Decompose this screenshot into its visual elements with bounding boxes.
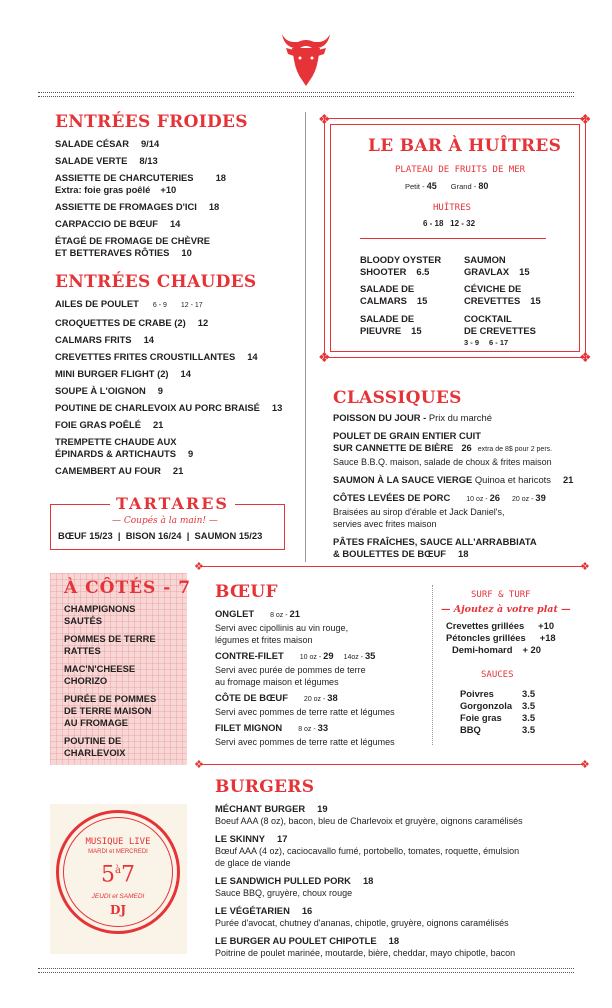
entrees-froides-list [55, 138, 300, 259]
section-rule-1 [200, 566, 585, 567]
corner-ornament-bl: ❖ [318, 349, 331, 365]
bar-huitres: HUÎTRES [433, 203, 471, 213]
list-item: DE TERRE MAISON [64, 705, 152, 716]
list-item: CHARLEVOIX [64, 747, 126, 758]
bar-item-line: DE CREVETTES [464, 325, 536, 336]
section-rule-2 [200, 764, 585, 765]
list-item: POMMES DE TERRE [64, 633, 156, 644]
list-item: SALADE VERTE 8/13 [55, 155, 158, 166]
list-item: SAUTÉS [64, 615, 103, 626]
list-item: SOUPE À L'OIGNON 9 [55, 385, 163, 396]
stamp-dj: DJ [109, 903, 127, 917]
classiques-list [333, 412, 583, 560]
list-item-desc: Servi avec pommes de terre ratte et légumes [215, 707, 395, 717]
list-item: AU FROMAGE [64, 717, 129, 728]
tartares-line: BŒUF 15/23 | BISON 16/24 | SAUMON 15/23 [58, 530, 263, 541]
rule-ornament-right: ❖ [580, 561, 590, 573]
list-item-desc: Purée d'avocat, chutney d'ananas, chipotle, gruyère, oignons caramélisés [215, 918, 509, 928]
list-item-desc: de glace de viande [215, 858, 291, 868]
list-item: CREVETTES FRITES CROUSTILLANTES 14 [55, 351, 258, 362]
bar-huitres-prices: 6 - 18 12 - 32 [423, 219, 476, 228]
list-item-desc: Bœuf AAA (4 oz), caciocavallo fumé, portobello, tomates, roquette, émulsion [215, 846, 520, 856]
list-item-desc: Braisées au sirop d'érable et Jack Daniel's, [333, 507, 505, 517]
bar-item-3 [360, 283, 460, 307]
list-item: ASSIETTE DE CHARCUTERIES 18 [55, 172, 226, 183]
list-item: CÔTES LEVÉES DE PORC 10 oz - 26 20 oz - 39 [333, 492, 546, 503]
list-item: LE VÉGÉTARIEN 16 [215, 905, 313, 916]
bar-item-line: CALMARS 15 [360, 295, 428, 306]
stamp-time: $5^à7$ [101, 862, 135, 888]
list-item: ASSIETTE DE FROMAGES D'ICI 18 [55, 201, 220, 212]
bottom-divider-2 [38, 972, 574, 973]
surf-subtitle: — Ajoutez à votre plat — [441, 604, 571, 615]
column-divider [305, 112, 306, 562]
bar-item-line: 3 - 9 6 - 17 [464, 338, 509, 347]
list-item: CARPACCIO DE BŒUF 14 [55, 218, 181, 229]
list-item-desc: Servi avec cipollinis au vin rouge, [215, 623, 349, 633]
list-item: CHORIZO [64, 675, 108, 686]
list-item: SUR CANNETTE DE BIÈRE 26 extra de 8$ pour 2 pers. [333, 442, 553, 453]
list-item-desc: Sauce B.B.Q. maison, salade de choux & frites maison [333, 457, 552, 467]
list-item: CALMARS FRITS 14 [55, 334, 154, 345]
bar-item-line: SALADE DE [360, 313, 415, 324]
entrees-chaudes-list [55, 298, 305, 477]
list-item: CONTRE-FILET 10 oz - 29 14oz - 35 [215, 650, 376, 661]
sauces-list [460, 688, 580, 736]
bar-item-line: GRAVLAX 15 [464, 266, 530, 277]
bar-item-5 [360, 313, 460, 337]
list-item: Pétoncles grillées +18 [446, 632, 556, 643]
stamp-musique: MUSIQUE LIVE [85, 837, 151, 847]
list-item-desc: Sauce BBQ, gruyère, choux rouge [215, 888, 353, 898]
cotes-list [64, 603, 184, 759]
bar-item-line: SALADE DE [360, 283, 415, 294]
list-item: ÉPINARDS & ARTICHAUTS 9 [55, 448, 194, 459]
boeuf-title: BŒUF [215, 582, 278, 602]
list-item: Foie gras 3.5 [460, 712, 536, 723]
list-item: LE SKINNY 17 [215, 833, 288, 844]
list-item-desc: Servi avec pommes de terre ratte et légumes [215, 737, 395, 747]
bar-item-6 [464, 313, 574, 349]
list-item-desc: Boeuf AAA (8 oz), bacon, bleu de Charlevoix et gruyère, oignons caramélisés [215, 816, 523, 826]
boeuf-divider [432, 585, 433, 745]
list-item: CÔTE DE BŒUF 20 oz - 38 [215, 692, 338, 703]
rule-ornament-left: ❖ [194, 561, 204, 573]
list-item-desc: légumes et frites maison [215, 635, 313, 645]
corner-ornament-br: ❖ [579, 349, 592, 365]
list-item: LE BURGER AU POULET CHIPOTLE 18 [215, 935, 400, 946]
bull-head-icon [278, 30, 334, 88]
bar-plateau-prices: Petit - 45 Grand - 80 [405, 181, 489, 191]
corner-ornament-tr: ❖ [579, 111, 592, 127]
list-item: CROQUETTES DE CRABE (2) 12 [55, 317, 209, 328]
list-item: PÂTES FRAÎCHES, SAUCE ALL'ARRABBIATA [333, 536, 537, 547]
list-item: FILET MIGNON 8 oz - 33 [215, 722, 329, 733]
bar-title: LE BAR À HUÎTRES [368, 136, 562, 156]
list-item: POUTINE DE CHARLEVOIX AU PORC BRAISÉ 13 [55, 402, 283, 413]
list-item: TREMPETTE CHAUDE AUX [55, 436, 177, 447]
list-item: ÉTAGÉ DE FROMAGE DE CHÈVRE [55, 235, 211, 246]
bar-item-line: CREVETTES 15 [464, 295, 541, 306]
surf-list [446, 620, 586, 656]
top-divider [38, 92, 574, 93]
list-item: MÉCHANT BURGER 19 [215, 803, 328, 814]
list-item-desc: Servi avec purée de pommes de terre [215, 665, 366, 675]
list-item: Gorgonzola 3.5 [460, 700, 536, 711]
bar-item-4 [464, 283, 564, 307]
bar-item-1 [360, 254, 460, 278]
burgers-list [215, 803, 585, 959]
list-item: SAUMON À LA SAUCE VIERGE Quinoa et haricots 21 [333, 474, 574, 485]
list-item: MINI BURGER FLIGHT (2) 14 [55, 368, 191, 379]
list-item-extra: Extra: foie gras poêlé +10 [55, 184, 177, 195]
list-item: PURÉE DE POMMES [64, 693, 157, 704]
list-item: Crevettes grillées +10 [446, 620, 555, 631]
list-item: CHAMPIGNONS [64, 603, 136, 614]
boeuf-list [215, 608, 435, 748]
sauces-title: SAUCES [481, 670, 514, 680]
entrees-chaudes-title: ENTRÉES CHAUDES [55, 272, 257, 292]
stamp-days1: MARDI et MERCREDI [88, 849, 148, 855]
list-item: BBQ 3.5 [460, 724, 536, 735]
bar-item-2 [464, 254, 564, 278]
bar-item-line: PIEUVRE 15 [360, 325, 422, 336]
list-item: & BOULETTES DE BŒUF 18 [333, 548, 469, 559]
bar-item-line: COCKTAIL [464, 313, 512, 324]
list-item: RATTES [64, 645, 101, 656]
list-item: ET BETTERAVES RÔTIES 10 [55, 247, 192, 258]
list-item: LE SANDWICH PULLED PORK 18 [215, 875, 374, 886]
list-item: ONGLET 8 oz - 21 [215, 608, 300, 619]
bar-item-line: CÉVICHE DE [464, 283, 522, 294]
bar-separator [360, 238, 546, 239]
burgers-title: BURGERS [215, 777, 315, 797]
list-item: AILES DE POULET 6 - 9 12 - 17 [55, 298, 203, 309]
rule-ornament-left: ❖ [194, 759, 204, 771]
surf-title: SURF & TURF [471, 590, 531, 600]
list-item: SALADE CÉSAR 9/14 [55, 138, 160, 149]
bar-plateau: PLATEAU DE FRUITS DE MER [395, 165, 526, 175]
list-item: POISSON DU JOUR - Prix du marché [333, 412, 492, 423]
list-item: Poivres 3.5 [460, 688, 536, 699]
bar-item-line: SAUMON [464, 254, 506, 265]
list-item-desc: servies avec frites maison [333, 519, 437, 529]
list-item: Demi-homard + 20 [452, 644, 541, 655]
list-item-desc: au fromage maison et légumes [215, 677, 339, 687]
cotes-title: À CÔTÉS - 7 [64, 578, 192, 598]
top-divider-2 [38, 96, 574, 97]
list-item: POUTINE DE [64, 735, 122, 746]
corner-ornament-tl: ❖ [318, 111, 331, 127]
bottom-divider [38, 968, 574, 969]
list-item: CAMEMBERT AU FOUR 21 [55, 465, 184, 476]
rule-ornament-right: ❖ [580, 759, 590, 771]
list-item: POULET DE GRAIN ENTIER CUIT [333, 430, 481, 441]
list-item: MAC'N'CHEESE [64, 663, 136, 674]
list-item: FOIE GRAS POÊLÉ 21 [55, 419, 164, 430]
list-item-desc: Poitrine de poulet marinée, moutarde, bière, cheddar, mayo chipotle, bacon [215, 948, 516, 958]
tartares-title: TARTARES [110, 494, 235, 513]
stamp-days2: JEUDI et SAMEDI [91, 893, 145, 900]
bar-item-line: BLOODY OYSTER [360, 254, 442, 265]
classiques-title: CLASSIQUES [333, 388, 462, 408]
entrees-froides-title: ENTRÉES FROIDES [55, 112, 248, 132]
bull-head-logo [278, 30, 334, 88]
bar-item-line: SHOOTER 6.5 [360, 266, 430, 277]
tartares-subtitle: — Coupés à la main! — [112, 516, 218, 526]
